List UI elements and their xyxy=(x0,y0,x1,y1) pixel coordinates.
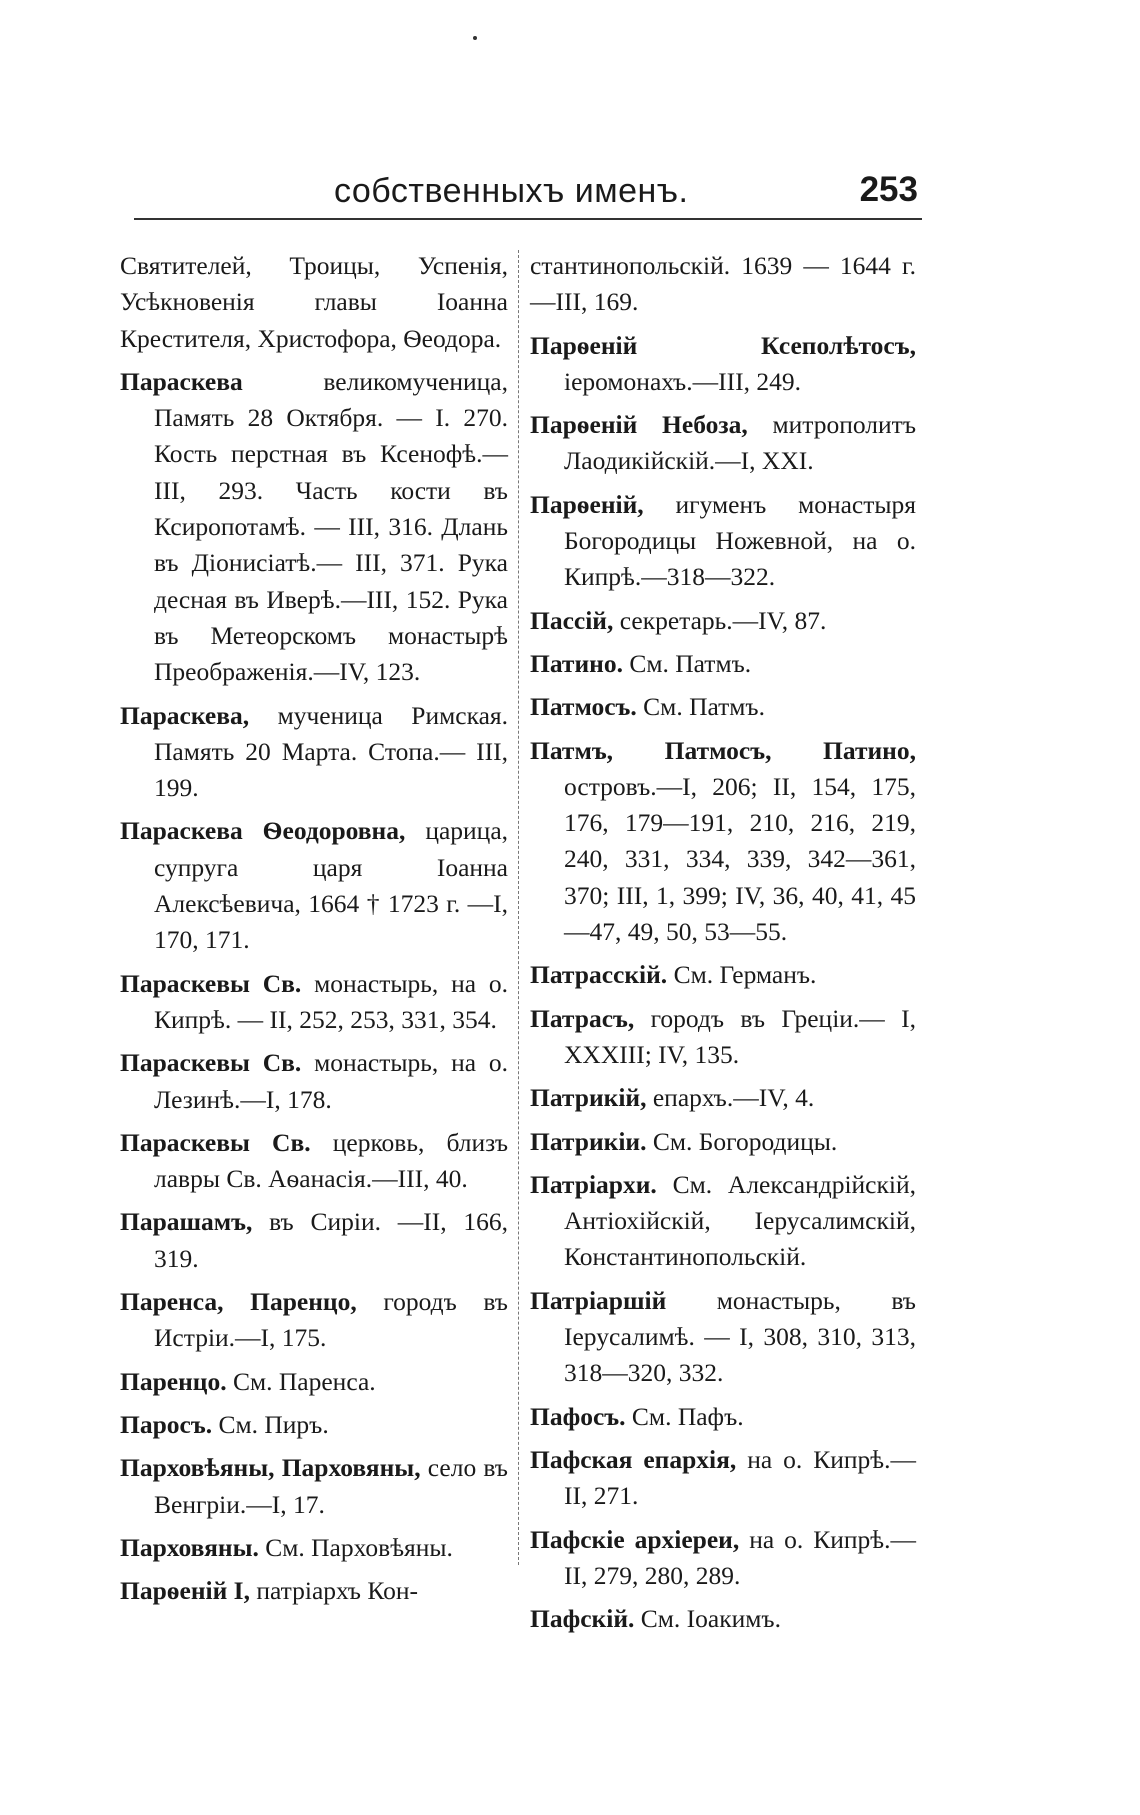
entry-text: См. Іоакимъ. xyxy=(640,1604,781,1634)
index-entry xyxy=(120,1364,508,1400)
index-entry xyxy=(120,248,508,357)
entry-text: городъ въ Греціи.— I, XXXIII; IV, 135. xyxy=(564,1003,916,1069)
entry-text: Святителей, Троицы, Успенія, Усѣкновенія главы Іоанна Крестителя, Христофора, Ѳеодора. xyxy=(120,251,508,353)
entry-headword: Парховяны. xyxy=(120,1532,259,1562)
index-entry xyxy=(120,1284,508,1357)
entry-headword: Паренцо. xyxy=(120,1366,227,1396)
index-entry xyxy=(120,1530,508,1566)
entry-text: См. Патмъ. xyxy=(643,692,765,722)
index-entry xyxy=(530,1124,916,1160)
entry-headword: Парховѣяны, Парховяны, xyxy=(120,1453,421,1483)
running-title: собственныхъ именъ. xyxy=(334,172,689,210)
index-entry xyxy=(530,957,916,993)
index-entry xyxy=(530,646,916,682)
entry-text: См. Пафъ. xyxy=(631,1401,744,1431)
index-entry xyxy=(120,1573,508,1609)
entry-text: См. Пиръ. xyxy=(218,1409,329,1439)
entry-text: великомученица, Память 28 Октября. — I. 270. Кость перстная въ Ксенофѣ.—III, 293. Часть кости въ Ксиропотамѣ. — III, 316. Длань въ Діонисіатѣ.— III, 371. Рука десная въ Иверѣ.—III, 152. Рука въ Метеорскомъ монастырѣ Преображенія.—IV, 123. xyxy=(154,366,508,687)
entry-text: секретарь.—IV, 87. xyxy=(619,605,827,635)
entry-text: въ Сиріи. —II, 166, 319. xyxy=(154,1207,508,1273)
index-entry xyxy=(120,1450,508,1523)
index-entry xyxy=(530,1167,916,1276)
index-entry xyxy=(530,487,916,596)
index-entry xyxy=(120,1407,508,1443)
entry-headword: Патрасскій. xyxy=(530,960,668,990)
entry-text: село въ Венгріи.—I, 17. xyxy=(154,1453,508,1519)
entry-headword: Параскевы Св. xyxy=(120,1127,311,1157)
entry-text: епархъ.—IV, 4. xyxy=(652,1083,815,1113)
entry-text: мученица Римская. Память 20 Марта. Стопа.— III, 199. xyxy=(154,700,509,803)
index-entry xyxy=(120,1125,508,1198)
index-entry xyxy=(530,1601,916,1637)
entry-text: игуменъ монастыря Богородицы Ножевной, на о. Кипрѣ.—318—322. xyxy=(564,489,917,592)
entry-headword: Парѳеній Небоза, xyxy=(530,410,748,440)
index-entry xyxy=(530,1001,916,1074)
entry-text: островъ.—I, 206; II, 154, 175, 176, 179—191, 210, 216, 219, 240, 331, 334, 339, 342—361, 370; III, 1, 399; IV, 36, 40, 41, 45—47, 49, 50, 53—55. xyxy=(564,771,916,947)
entry-headword: Параскева Ѳеодоровна, xyxy=(120,816,406,846)
index-entry xyxy=(120,813,508,958)
entry-headword: Патрикіи. xyxy=(530,1126,647,1156)
entry-headword: Пафская епархія, xyxy=(530,1444,737,1474)
entry-headword: Параскевы Св. xyxy=(120,968,302,998)
entry-headword: Патріаршій xyxy=(530,1285,667,1315)
right-column xyxy=(530,248,916,1644)
index-entry xyxy=(120,966,508,1039)
entry-headword: Патрикій, xyxy=(530,1083,647,1113)
index-entry xyxy=(530,603,916,639)
index-entry xyxy=(530,248,916,321)
entry-text: См. Александрійскій, Антіохійскій, Іерусалимскій, Константинопольскій. xyxy=(564,1169,916,1272)
index-entry xyxy=(530,689,916,725)
ink-speck xyxy=(473,36,477,40)
entry-headword: Параскева, xyxy=(120,700,250,730)
page-number: 253 xyxy=(859,170,918,209)
entry-text: См. Германъ. xyxy=(673,960,817,990)
entry-headword: Параскевы Св. xyxy=(120,1048,302,1078)
entry-headword: Патмосъ. xyxy=(530,692,637,722)
entry-text: См. Парховѣяны. xyxy=(265,1532,453,1562)
entry-headword: Патмъ, Патмосъ, Патино, xyxy=(530,735,916,765)
entry-text: См. Патмъ. xyxy=(629,648,752,678)
entry-headword: Пафскій. xyxy=(530,1604,635,1634)
page-header xyxy=(134,168,922,218)
index-entry xyxy=(530,733,916,951)
entry-headword: Патино. xyxy=(530,648,623,678)
index-entry xyxy=(120,364,508,691)
entry-headword: Парѳеній I, xyxy=(120,1576,250,1606)
entry-headword: Паросъ. xyxy=(120,1409,213,1439)
index-entry xyxy=(120,1204,508,1277)
entry-headword: Пафосъ. xyxy=(530,1401,626,1431)
entry-headword: Парѳеній Ксеполѣтосъ, xyxy=(530,330,916,360)
entry-text: на о. Кипрѣ.—II, 271. xyxy=(564,1444,916,1511)
index-entry xyxy=(530,328,916,401)
index-entry xyxy=(530,1522,916,1595)
entry-text: церковь, близъ лавры Св. Аѳанасія.—III, 40. xyxy=(154,1127,509,1194)
entry-text: городъ въ Истріи.—I, 175. xyxy=(154,1287,508,1353)
entry-text: См. Богородицы. xyxy=(652,1126,838,1156)
entry-text: монастырь, на о. Лезинѣ.—I, 178. xyxy=(154,1048,508,1114)
entry-headword: Пафскіе архіереи, xyxy=(530,1524,740,1554)
entry-text: іеромонахъ.—III, 249. xyxy=(564,366,801,396)
column-divider xyxy=(518,250,519,1565)
header-rule xyxy=(134,218,922,220)
entry-text: монастырь, въ Іерусалимѣ. — I, 308, 310, 313, 318—320, 332. xyxy=(564,1285,916,1388)
index-entry xyxy=(530,1442,916,1515)
entry-headword: Парашамъ, xyxy=(120,1207,253,1237)
index-entry xyxy=(120,698,508,807)
entry-headword: Параскева xyxy=(120,366,243,396)
entry-headword: Патріархи. xyxy=(530,1169,657,1199)
entry-headword: Парѳеній, xyxy=(530,489,644,519)
index-entry xyxy=(530,1399,916,1435)
index-entry xyxy=(530,1080,916,1116)
entry-headword: Пассій, xyxy=(530,605,614,635)
entry-text: См. Паренса. xyxy=(232,1366,376,1396)
index-entry xyxy=(530,1283,916,1392)
entry-headword: Паренса, Паренцо, xyxy=(120,1287,357,1317)
entry-text: на о. Кипрѣ.—II, 279, 280, 289. xyxy=(564,1524,917,1590)
index-entry xyxy=(120,1045,508,1118)
entry-headword: Патрасъ, xyxy=(530,1003,635,1033)
index-entry xyxy=(530,407,916,480)
entry-text: патріархъ Кон- xyxy=(256,1576,418,1606)
left-column xyxy=(120,248,508,1616)
entry-text: царица, супруга царя Іоанна Алексѣевича, 1664 † 1723 г. —I, 170, 171. xyxy=(154,816,509,955)
entry-text: митрополитъ Лаодикійскій.—I, XXI. xyxy=(564,410,916,476)
entry-text: монастырь, на о. Кипрѣ. — II, 252, 253, 331, 354. xyxy=(154,968,508,1034)
entry-text: стантинопольскій. 1639 — 1644 г.—III, 169. xyxy=(530,251,916,317)
